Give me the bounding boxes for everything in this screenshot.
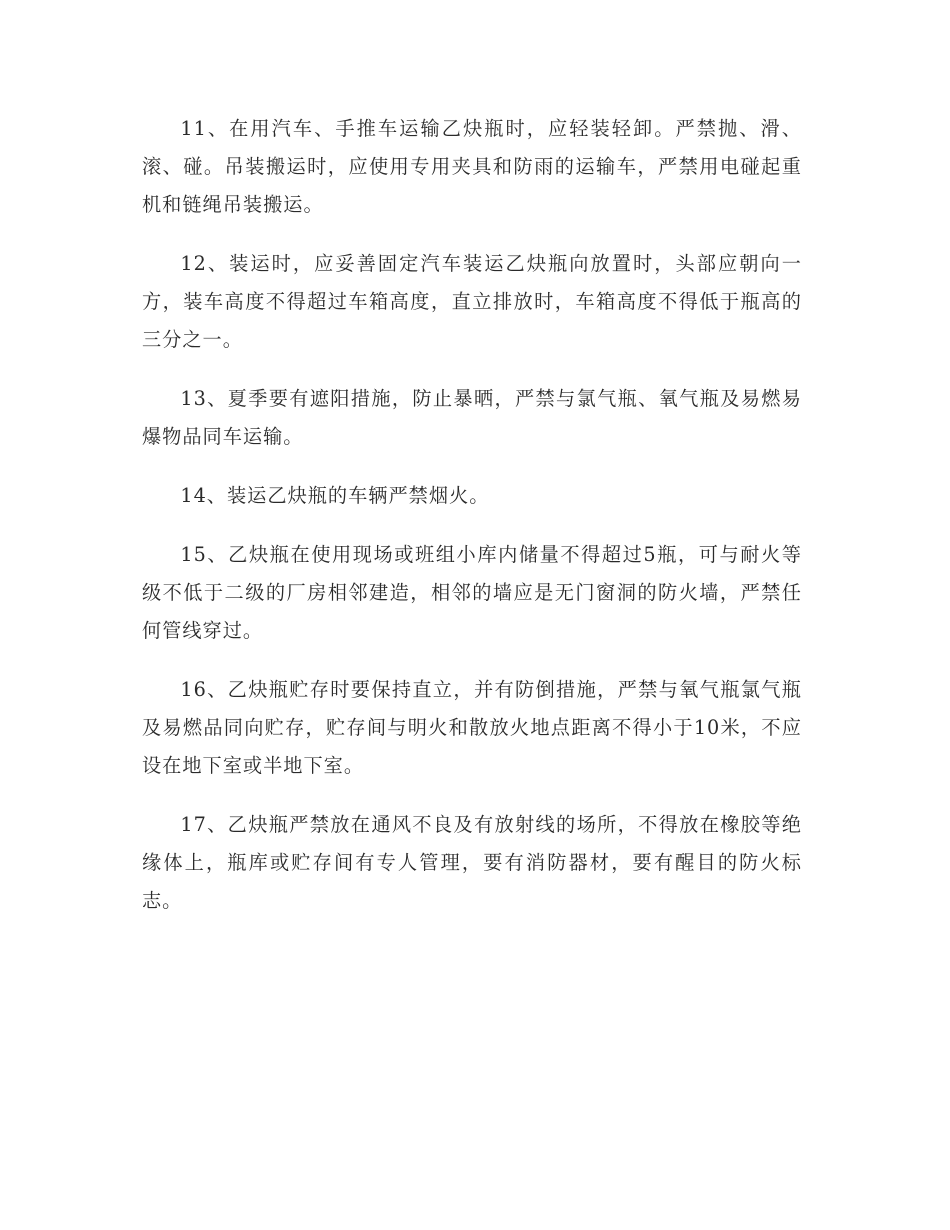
paragraph-item-11: 11、在用汽车、手推车运输乙炔瓶时，应轻装轻卸。严禁抛、滑、滚、碰。吊装搬运时，应使用专用夹具和防雨的运输车，严禁用电碰起重机和链绳吊装搬运。: [142, 117, 802, 216]
paragraph-item-13: 13、夏季要有遮阳措施，防止暴晒，严禁与氯气瓶、氧气瓶及易燃易爆物品同车运输。: [142, 387, 802, 448]
document-body: [142, 110, 802, 941]
paragraph-item-15: 15、乙炔瓶在使用现场或班组小库内储量不得超过5瓶，可与耐火等级不低于二级的厂房相邻建造，相邻的墙应是无门窗洞的防火墙，严禁任何管线穿过。: [142, 543, 802, 642]
paragraph-item-12: 12、装运时，应妥善固定汽车装运乙炔瓶向放置时，头部应朝向一方，装车高度不得超过车箱高度，直立排放时，车箱高度不得低于瓶高的三分之一。: [142, 252, 802, 351]
paragraph-item-14: 14、装运乙炔瓶的车辆严禁烟火。: [180, 484, 490, 507]
paragraph-item-17: 17、乙炔瓶严禁放在通风不良及有放射线的场所，不得放在橡胶等绝缘体上，瓶库或贮存间有专人管理，要有消防器材，要有醒目的防火标志。: [142, 813, 802, 912]
paragraph-item-16: 16、乙炔瓶贮存时要保持直立，并有防倒措施，严禁与氧气瓶氯气瓶及易燃品同向贮存，贮存间与明火和散放火地点距离不得小于10米，不应设在地下室或半地下室。: [142, 678, 802, 777]
